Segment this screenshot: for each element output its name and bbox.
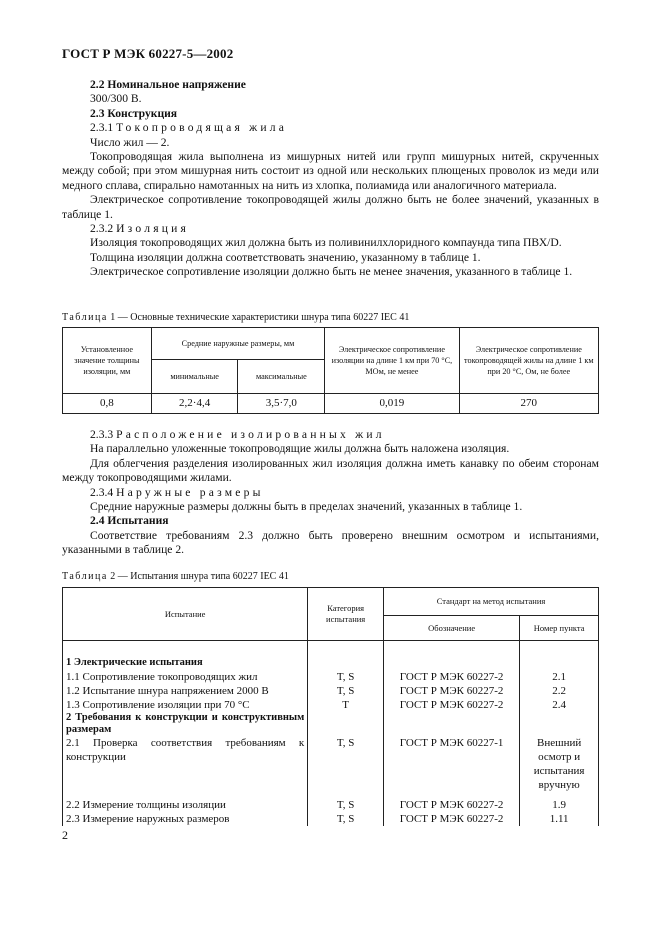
table2-group-construction-label: 2 Требования к конструкции и конструктивным размерам xyxy=(66,711,305,735)
table1-cell: 3,5·7,0 xyxy=(238,394,325,414)
table1-header-insulation-resistance: Электрическое сопротивление изоляции на длине 1 км при 70 °С, МОм, не менее xyxy=(325,328,459,394)
section-2-3-title: 2.3 Конструкция xyxy=(90,106,178,120)
table1-caption xyxy=(62,312,409,323)
conductor-count: Число жил — 2. xyxy=(90,135,170,149)
table-row xyxy=(63,684,599,698)
table1-header-dimensions: Средние наружные размеры, мм xyxy=(151,328,324,360)
section-2-3-4-heading xyxy=(62,486,599,500)
table2-test-line2: конструкции xyxy=(66,750,126,763)
section-title: Наружные размеры xyxy=(116,485,264,499)
paragraph-dimensions: Средние наружные размеры должны быть в пределах значений, указанных в таблице 1. xyxy=(90,500,523,514)
document-header: ГОСТ Р МЭК 60227-5—2002 xyxy=(62,46,234,61)
table2-designation: ГОСТ Р МЭК 60227-2 xyxy=(383,812,519,826)
table2-test: 2.3 Измерение наружных размеров xyxy=(63,812,308,826)
table2-category: T, S xyxy=(308,798,384,812)
table-row xyxy=(63,698,599,712)
table2-header-designation: Обозначение xyxy=(383,616,519,641)
table2-test: 1.2 Испытание шнура напряжением 2000 В xyxy=(63,684,308,698)
table-row xyxy=(63,798,599,812)
paragraph-arrangement: На параллельно уложенные токопроводящие жилы должна быть наложена изоляция. xyxy=(90,442,510,456)
table2-group-electrical: 1 Электрические испытания xyxy=(63,656,308,670)
table2-header-test: Испытание xyxy=(63,588,308,641)
paragraph-conductor: Токопроводящая жила выполнена из мишурных нитей или групп мишурных нитей, скрученных между собой; при этом мишурная нить состоит из одной или нескольких плющеных проволок из меди или медного сплава, спирально намотанных на нить из хлопка, полиамида или аналогичного материала. xyxy=(62,150,599,192)
table2-item: 1.9 xyxy=(520,798,599,812)
table2-test: 1.3 Сопротивление изоляции при 70 °С xyxy=(63,698,308,712)
caption-word: Таблица xyxy=(62,571,108,582)
table2-designation: ГОСТ Р МЭК 60227-2 xyxy=(383,684,519,698)
section-title: Токопроводящая жила xyxy=(116,121,288,135)
paragraph-conductor-resistance: Электрическое сопротивление токопроводящей жилы должно быть не более значений, указанных в таблице 1. xyxy=(62,193,599,221)
table1-header-max: максимальные xyxy=(238,360,325,394)
table-row xyxy=(63,812,599,826)
table2-category: T xyxy=(308,698,384,712)
table2-category: T, S xyxy=(308,812,384,826)
section-number: 2.3.3 xyxy=(90,428,114,441)
page-number: 2 xyxy=(62,828,68,842)
caption-word: Таблица xyxy=(62,312,108,323)
paragraph-insulation-thickness: Толщина изоляции должна соответствовать значению, указанному в таблице 1. xyxy=(90,250,481,264)
table2-test: 2.2 Измерение толщины изоляции xyxy=(63,798,308,812)
table1 xyxy=(62,327,599,414)
table1-header-thickness: Установленное значение толщины изоляции, мм xyxy=(63,328,152,394)
table2-item: 2.1 xyxy=(520,670,599,684)
section-number: 2.3.1 xyxy=(90,121,114,135)
table2-designation: ГОСТ Р МЭК 60227-1 xyxy=(383,736,519,798)
table2-item: 2.2 xyxy=(520,684,599,698)
table1-header-conductor-resistance: Электрическое сопротивление токопроводящей жилы на длине 1 км при 20 °С, Ом, не более xyxy=(459,328,598,394)
table1-cell: 2,2·4,4 xyxy=(151,394,238,414)
rated-voltage-value: 300/300 В. xyxy=(90,92,142,106)
section-2-3-2-heading xyxy=(62,222,599,236)
table2-test-line1: 2.1 Проверка соответствия требованиям к xyxy=(66,736,305,749)
table2-item: 2.4 xyxy=(520,698,599,712)
table2-category: T, S xyxy=(308,684,384,698)
paragraph-insulation-resistance: Электрическое сопротивление изоляции должно быть не менее значения, указанного в таблице 1. xyxy=(90,265,573,279)
table-row xyxy=(63,670,599,684)
table2-designation: ГОСТ Р МЭК 60227-2 xyxy=(383,670,519,684)
table2-designation: ГОСТ Р МЭК 60227-2 xyxy=(383,698,519,712)
table2 xyxy=(62,587,599,826)
table2-item: Внешний осмотр и испытания вручную xyxy=(520,736,599,798)
paragraph-insulation-material: Изоляция токопроводящих жил должна быть из поливинилхлоридного компаунда типа ПВХ/D. xyxy=(90,236,562,250)
table1-cell: 270 xyxy=(459,394,598,414)
paragraph-separation: Для облегчения разделения изолированных жил изоляция должна иметь канавку по обеим сторонам между токопроводящими жилами. xyxy=(62,456,599,485)
table1-cell: 0,019 xyxy=(325,394,459,414)
caption-text: 1 — Основные технические характеристики шнура типа 60227 IEC 41 xyxy=(107,312,410,323)
table-row xyxy=(63,736,599,798)
section-2-2-2-3 xyxy=(62,78,599,280)
table2-test: 1.1 Сопротивление токопроводящих жил xyxy=(63,670,308,684)
table2-category: T, S xyxy=(308,670,384,684)
section-2-4-title: 2.4 Испытания xyxy=(90,514,169,528)
table2-designation: ГОСТ Р МЭК 60227-2 xyxy=(383,798,519,812)
section-2-3-3-heading xyxy=(62,428,599,442)
table2-group-construction xyxy=(63,712,308,736)
section-2-3-1-heading xyxy=(62,121,599,135)
section-number: 2.3.4 xyxy=(90,485,114,499)
table2-category: T, S xyxy=(308,736,384,798)
table2-test xyxy=(63,736,308,798)
table2-caption xyxy=(62,571,289,582)
paragraph-tests: Соответствие требованиям 2.3 должно быть проверено внешним осмотром и испытаниями, указанными в таблице 2. xyxy=(62,528,599,557)
table1-cell: 0,8 xyxy=(63,394,152,414)
section-title: Изоляция xyxy=(116,222,190,236)
section-2-2-title: 2.2 Номинальное напряжение xyxy=(90,78,246,91)
section-title: Расположение изолированных жил xyxy=(116,428,385,441)
table2-header-category: Категория испытания xyxy=(308,588,384,641)
table2-item: 1.11 xyxy=(520,812,599,826)
table1-header-min: минимальные xyxy=(151,360,238,394)
section-2-3-3-2-4 xyxy=(62,428,599,558)
section-number: 2.3.2 xyxy=(90,222,114,236)
table2-header-item: Номер пункта xyxy=(520,616,599,641)
caption-text: 2 — Испытания шнура типа 60227 IEC 41 xyxy=(107,571,289,582)
table2-header-standard: Стандарт на метод испытания xyxy=(383,588,598,616)
